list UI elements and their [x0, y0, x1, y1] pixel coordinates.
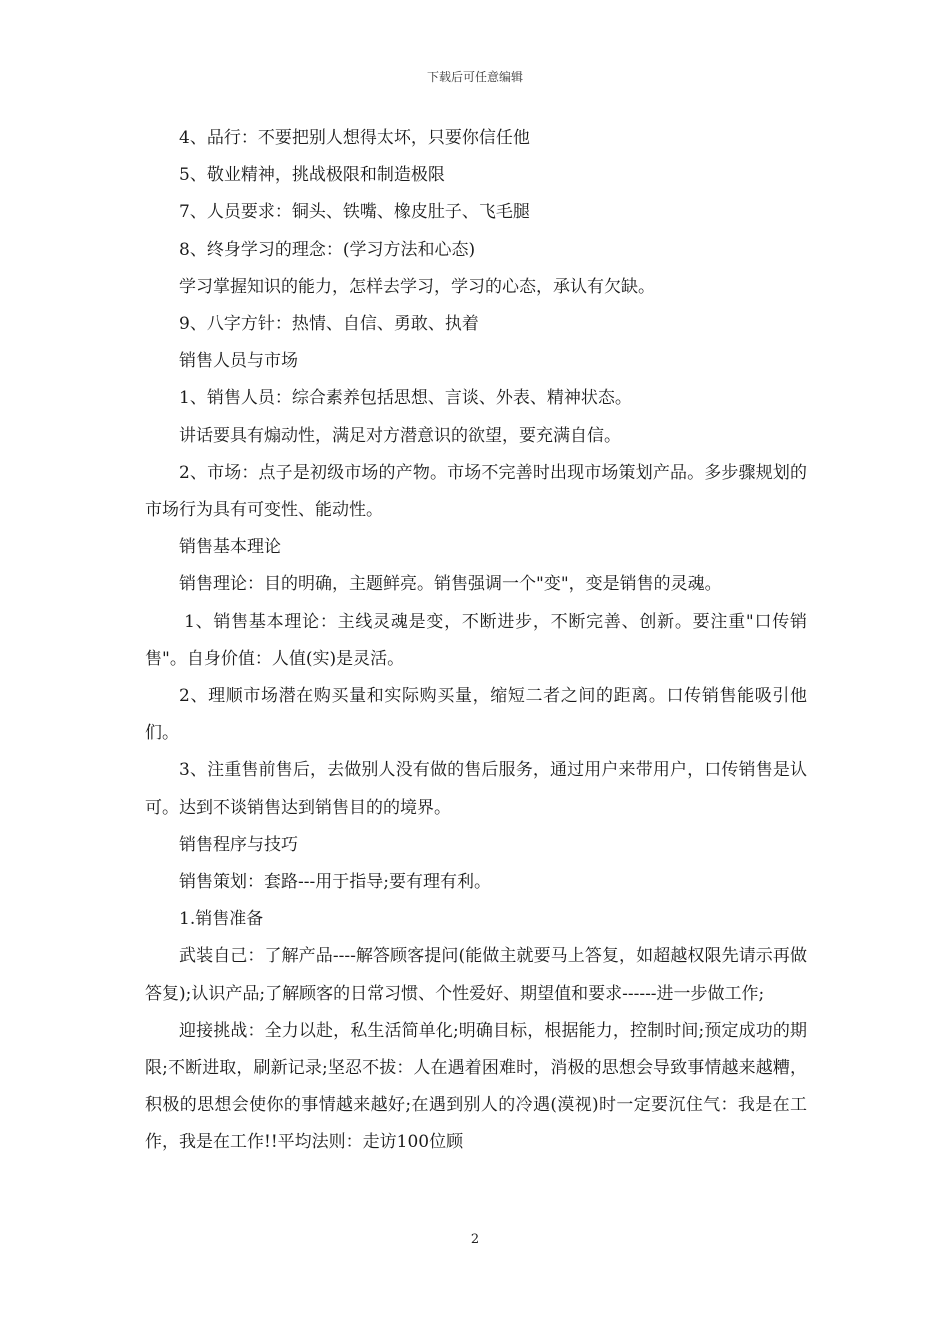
- document-body: [145, 120, 807, 1162]
- paragraph-5: 学习掌握知识的能力，怎样去学习，学习的心态，承认有欠缺。: [179, 276, 655, 297]
- paragraph-19: 武装自己：了解产品----解答顾客提问(能做主就要马上答复，如超越权限先请示再做答复);认识产品;了解顾客的日常习惯、个性爱好、期望值和要求------进一步做工作;: [145, 946, 807, 1004]
- paragraph-12: 销售理论：目的明确，主题鲜亮。销售强调一个"变"，变是销售的灵魂。: [179, 574, 722, 595]
- section-heading-sales-procedure: 销售程序与技巧: [179, 834, 298, 855]
- paragraph-15: 3、注重售前售后，去做别人没有做的售后服务，通过用户来带用户，口传销售是认可。达到不谈销售达到销售目的的境界。: [145, 760, 807, 818]
- paragraph-17: 销售策划：套路---用于指导;要有理有利。: [179, 872, 491, 893]
- section-heading-sales-people-market: 销售人员与市场: [179, 351, 298, 372]
- paragraph-13: 1、销售基本理论：主线灵魂是变，不断进步，不断完善、创新。要注重"口传销售"。自身价值：人值(实)是灵活。: [145, 611, 807, 669]
- paragraph-1: 4、品行：不要把别人想得太坏，只要你信任他: [179, 128, 530, 148]
- paragraph-2: 5、敬业精神，挑战极限和制造极限: [179, 165, 445, 186]
- paragraph-20: 迎接挑战：全力以赴，私生活简单化;明确目标，根据能力，控制时间;预定成功的期限;不断进取，刷新记录;坚忍不拔：人在遇着困难时，消极的思想会导致事情越来越糟，积极的思想会使你的事情越来越好;在遇到别人的冷遇(漠视)时一定要沉住气：我是在工作，我是在工作!!平均法则：走访100位顾: [145, 1020, 807, 1153]
- section-heading-sales-theory: 销售基本理论: [179, 537, 281, 558]
- paragraph-8: 1、销售人员：综合素养包括思想、言谈、外表、精神状态。: [179, 388, 632, 409]
- paragraph-10: 2、市场：点子是初级市场的产物。市场不完善时出现市场策划产品。多步骤规划的市场行为具有可变性、能动性。: [145, 462, 807, 521]
- paragraph-9: 讲话要具有煽动性，满足对方潜意识的欲望，要充满自信。: [179, 425, 621, 446]
- page-number: 2: [470, 1232, 480, 1247]
- paragraph-4: 8、终身学习的理念：(学习方法和心态): [179, 239, 476, 260]
- page-header: 下载后可任意编辑: [426, 70, 523, 84]
- paragraph-3: 7、人员要求：铜头、铁嘴、橡皮肚子、飞毛腿: [179, 202, 530, 223]
- paragraph-6: 9、八字方针：热情、自信、勇敢、执着: [179, 314, 479, 335]
- paragraph-14: 2、理顺市场潜在购买量和实际购买量，缩短二者之间的距离。口传销售能吸引他们。: [145, 686, 807, 744]
- paragraph-18: 1.销售准备: [179, 909, 264, 930]
